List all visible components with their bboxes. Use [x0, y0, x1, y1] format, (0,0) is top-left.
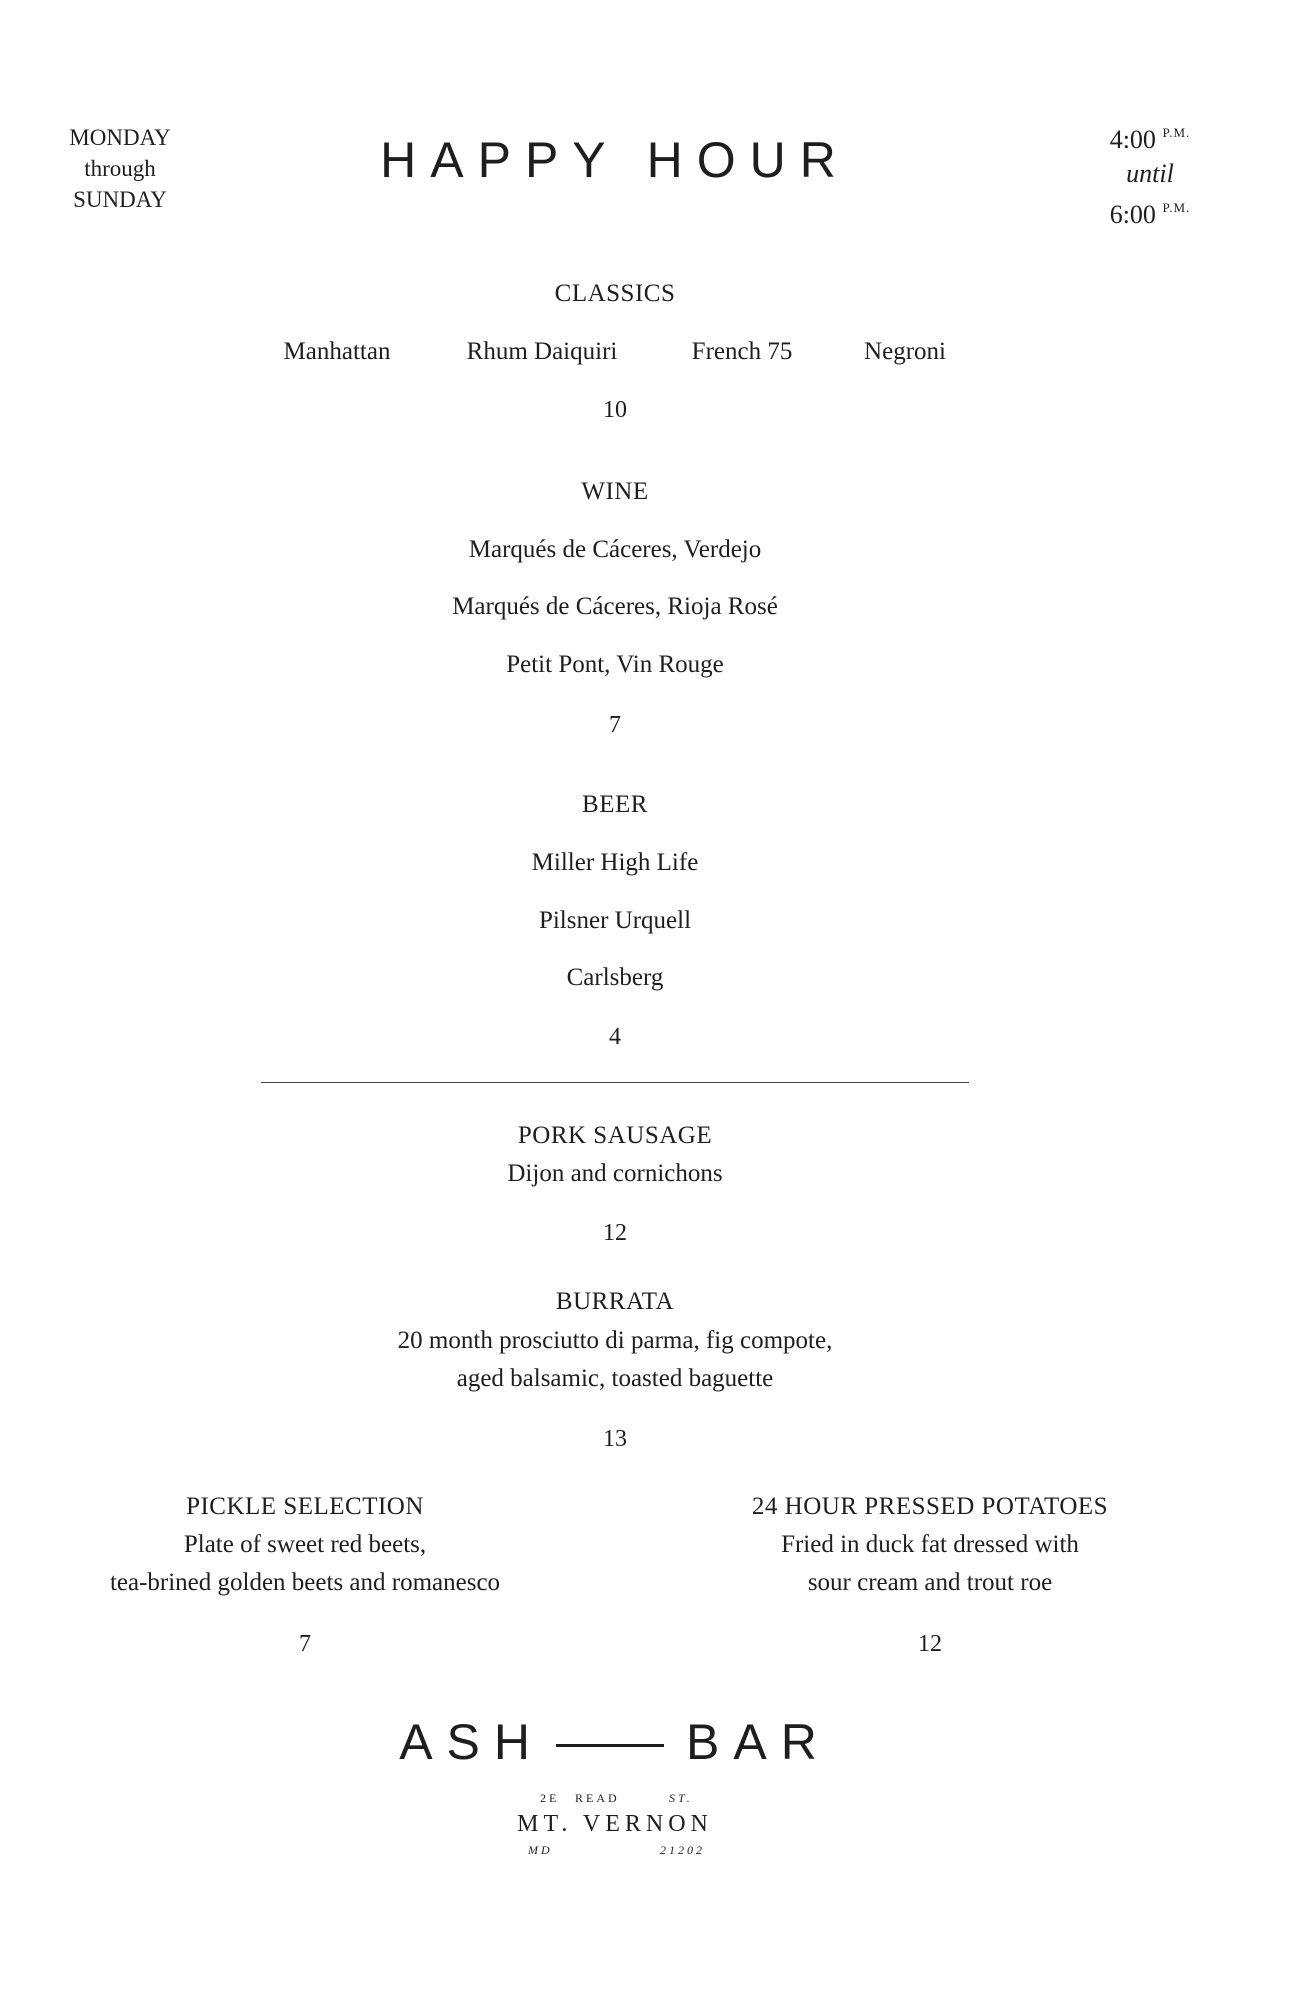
- beer-item: Miller High Life: [531, 849, 699, 876]
- logo-right-word: BAR: [686, 1714, 831, 1770]
- end-time-line: [1050, 191, 1250, 232]
- pressed-potatoes-desc-line: sour cream and trout roe: [807, 1569, 1053, 1596]
- wine-item: Marqués de Cáceres, Rioja Rosé: [452, 593, 778, 620]
- burrata-desc-line: 20 month prosciutto di parma, fig compote,: [397, 1327, 833, 1354]
- pickle-selection-desc-line: Plate of sweet red beets,: [183, 1531, 427, 1558]
- pickle-selection-price: 7: [299, 1631, 311, 1657]
- pressed-potatoes-name: 24 HOUR PRESSED POTATOES: [751, 1493, 1109, 1520]
- address-suffix: ST.: [669, 1791, 693, 1805]
- burrata-price: 13: [603, 1426, 627, 1452]
- wine-item: Petit Pont, Vin Rouge: [506, 651, 724, 678]
- wine-item: Marqués de Cáceres, Verdejo: [468, 536, 762, 563]
- burrata-name: BURRATA: [555, 1288, 675, 1315]
- pressed-potatoes-desc-line: Fried in duck fat dressed with: [781, 1531, 1079, 1558]
- start-suffix: P.M.: [1162, 125, 1191, 140]
- address-zip: 21202: [660, 1843, 705, 1857]
- days-end: SUNDAY: [73, 187, 167, 212]
- beer-price: 4: [609, 1024, 621, 1050]
- classics-items: [0, 338, 1230, 374]
- address-neighborhood: MT. VERNON: [517, 1811, 713, 1837]
- days-start: MONDAY: [69, 125, 171, 150]
- address-number: 2E: [540, 1791, 560, 1805]
- classics-item: Manhattan: [283, 338, 391, 365]
- pork-sausage-name: PORK SAUSAGE: [517, 1122, 713, 1149]
- pickle-selection-desc-line: tea-brined golden beets and romanesco: [109, 1569, 501, 1596]
- logo-dash: [556, 1744, 664, 1747]
- days-through: through: [84, 156, 156, 181]
- address-state: MD: [528, 1843, 553, 1857]
- pressed-potatoes-price: 12: [918, 1631, 942, 1657]
- address-street: READ: [575, 1791, 620, 1805]
- wine-heading: WINE: [581, 478, 649, 505]
- pickle-selection-name: PICKLE SELECTION: [186, 1493, 424, 1520]
- section-divider: [261, 1082, 969, 1083]
- until-text: until: [1126, 159, 1174, 188]
- logo-left-word: ASH: [399, 1714, 544, 1770]
- hours-block: [1050, 116, 1250, 232]
- start-time-line: [1050, 116, 1250, 157]
- classics-item: Rhum Daiquiri: [466, 338, 618, 365]
- start-time: 4:00: [1109, 125, 1156, 154]
- beer-item: Carlsberg: [566, 964, 664, 991]
- ash-bar-logo: [0, 1707, 1230, 1777]
- menu-title: HAPPY HOUR: [380, 132, 850, 188]
- classics-item: Negroni: [864, 338, 946, 365]
- classics-item: French 75: [691, 338, 793, 365]
- end-suffix: P.M.: [1162, 200, 1191, 215]
- pork-sausage-price: 12: [603, 1220, 627, 1246]
- pork-sausage-desc: Dijon and cornichons: [507, 1160, 723, 1187]
- beer-heading: BEER: [582, 791, 648, 818]
- beer-item: Pilsner Urquell: [538, 907, 692, 934]
- end-time: 6:00: [1109, 200, 1156, 229]
- wine-price: 7: [609, 712, 621, 738]
- classics-heading: CLASSICS: [554, 280, 676, 307]
- classics-price: 10: [603, 397, 627, 423]
- burrata-desc-line: aged balsamic, toasted baguette: [456, 1365, 774, 1392]
